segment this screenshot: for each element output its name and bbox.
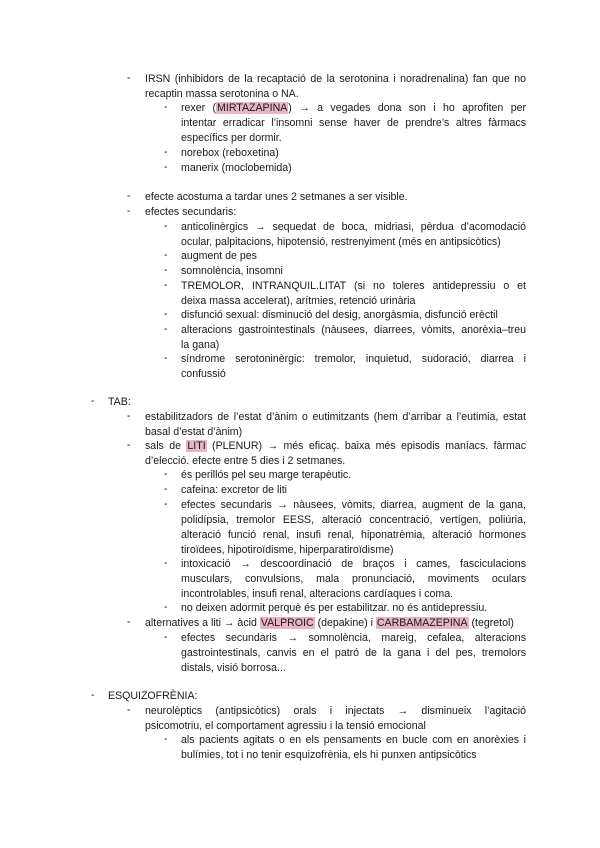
bullet-dash: -	[127, 410, 131, 422]
bullet-dash: -	[127, 439, 131, 451]
side-effect-pes: augment de pes	[181, 250, 257, 262]
bullet-dash: -	[127, 704, 131, 716]
neuroleptics-paragraph: neurolèptics (antipsicòtics) orals i injectats → disminueix l’agitació psicomotriu, el comportament agressiu i la tensió emocional	[145, 705, 526, 732]
bullet-dash: -	[164, 468, 168, 480]
liti-item-no-deixen: no deixen adormit perquè és per estabilitzar. no és antidepressiu.	[181, 602, 488, 614]
estabilitzadors-paragraph: estabilitzadors de l’estat d’ànim o eutimitzants (hem d’arribar a l’eutimia, estat basal d’estat d’ànim)	[145, 411, 526, 438]
bullet-dash: -	[164, 631, 168, 643]
bullet-dash: -	[164, 146, 168, 158]
norebox-item: norebox (reboxetina)	[181, 147, 279, 159]
bullet-dash: -	[164, 557, 168, 569]
bullet-dash: -	[91, 689, 95, 701]
bullet-dash: -	[164, 264, 168, 276]
bullet-dash: -	[164, 601, 168, 613]
liti-item-cafeina: cafeina: excretor de liti	[181, 484, 287, 496]
bullet-dash: -	[164, 161, 168, 173]
bullet-dash: -	[164, 352, 168, 364]
side-effect-gastro: alteracions gastrointestinals (nàusees, diarrees, vòmits, anorèxia–treu la gana)	[181, 324, 526, 351]
efecte-acostuma-item: efecte acostuma a tardar unes 2 setmanes a ser visible.	[145, 191, 408, 203]
irsn-paragraph: IRSN (inhibidors de la recaptació de la serotonina i noradrenalina) fan que no recaptin massa serotonina o NA.	[145, 73, 526, 100]
highlight-liti: LITI	[187, 440, 206, 452]
highlight-mirtazapina: MIRTAZAPINA	[217, 102, 288, 114]
liti-item-intoxicacio: intoxicació → descoordinació de braços i cames, fasciculacions musculars, convulsions, mala pronunciació, moviments oculars incontrolables, insufi renal, alteracions cardíaques i coma.	[181, 558, 526, 600]
bullet-dash: -	[164, 220, 168, 232]
side-effect-tremolor: TREMOLOR, INTRANQUIL.LITAT (si no toleres antidepressiu o et deixa massa accelerat), arítmies, retenció urinària	[181, 280, 526, 307]
neuroleptics-item-agitats: als pacients agitats o en els pensaments en bucle com en anorèxies i bulímies, tot i no tenir esquizofrènia, els hi punxen antipsicòtics	[181, 734, 526, 761]
bullet-dash: -	[164, 498, 168, 510]
highlight-carbamazepina: CARBAMAZEPINA	[376, 617, 468, 629]
bullet-dash: -	[164, 483, 168, 495]
liti-item-perillos: és perillós pel seu marge terapèutic.	[181, 469, 352, 481]
bullet-dash: -	[164, 733, 168, 745]
sals-liti-paragraph: sals de LITI (PLENUR) → més eficaç. baixa més episodis maníacs. fàrmac d’elecció. efecte entre 5 dies i 2 setmanes.	[145, 440, 526, 467]
bullet-dash: -	[164, 101, 168, 113]
bullet-dash: -	[164, 308, 168, 320]
side-effect-anticolinergics: anticolinèrgics → sequedat de boca, midriasi, pèrdua d’acomodació ocular, palpitacions, hipotensió, restrenyiment (més en antipsicòtics)	[181, 221, 526, 248]
liti-item-efectes: efectes secundaris → nàusees, vòmits, diarrea, augment de la gana, polidípsia, tremolor EESS, alteració concentració, vertígen, poliúria, alteració funció renal, insufi renal, hiponatrèmia, alteració hormones tiroïdees, hipotiroïdisme, hiperparatiroïdisme)	[181, 499, 526, 556]
bullet-dash: -	[127, 72, 131, 84]
bullet-dash: -	[127, 616, 131, 628]
esquizofrenia-heading: ESQUIZOFRÈNIA:	[108, 690, 198, 702]
manerix-item: manerix (moclobemida)	[181, 162, 292, 174]
efectes-secundaris-label: efectes secundaris:	[145, 206, 237, 218]
bullet-dash: -	[127, 190, 131, 202]
alternatives-paragraph: alternatives a liti → àcid VALPROIC (depakine) i CARBAMAZEPINA (tegretol)	[145, 617, 514, 629]
bullet-dash: -	[91, 395, 95, 407]
bullet-dash: -	[164, 279, 168, 291]
tab-heading: TAB:	[108, 396, 131, 408]
bullet-dash: -	[164, 249, 168, 261]
rexer-paragraph: rexer (MIRTAZAPINA) → a vegades dona son i ho aprofiten per intentar erradicar l’insomni sense haver de prendre’s altres fàrmacs específics per dormir.	[181, 102, 526, 144]
side-effect-disfuncio: disfunció sexual: disminució del desig, anorgàsmia, disfunció erèctil	[181, 309, 498, 321]
highlight-valproic: VALPROIC	[260, 617, 314, 629]
bullet-dash: -	[164, 323, 168, 335]
side-effect-somnolencia: somnolència, insomni	[181, 265, 283, 277]
bullet-dash: -	[127, 205, 131, 217]
alternatives-item-efectes: efectes secundaris → somnolència, mareig, cefalea, alteracions gastrointestinals, canvis en el patró de la gana i del pes, tremolors distals, visió borrosa...	[181, 632, 526, 674]
side-effect-serotoninergic: síndrome serotoninèrgic: tremolor, inquietud, sudoració, diarrea i confussió	[181, 353, 526, 380]
